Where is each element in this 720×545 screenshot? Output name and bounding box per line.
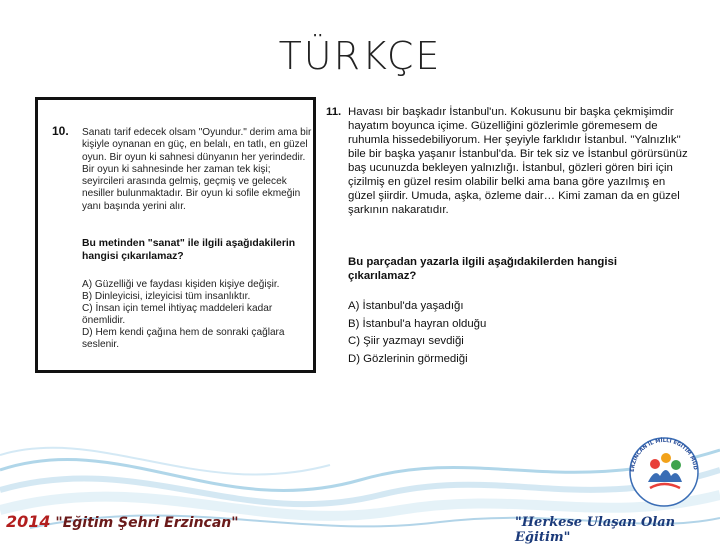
question-10-passage: Sanatı tarif edecek olsam "Oyundur." derim ama bir kişiyle oynanan en güç, en belalı, en tatlı, en güzel oyun. Bir oyun ki sahnesi dünyanın her yerindedir. Bir oyun ki sahnesinde her zaman tek kişi; seyircileri arasında gelmiş, geçmiş ve gelecek nesiller bulunmaktadır. Bir oyun ki sofile ekmeğin yanı başında yerini alır. (82, 127, 312, 212)
question-11-passage: Havası bir başkadır İstanbul'un. Kokusunu bir başka çekmişimdir hayatım boyunca içime. Güzelliğini gözlerimle göremesem de ruhumla hissedebiliyorum. Her şeyiyle farklıdır İstanbul. "Yalnızlık" bile bir başka yaşanır İstanbul'da. Bir tek siz ve İstanbul görürsünüz baş ucunuzda bekleyen yalnızlığı. İstanbul, gözleri gören biri için çizilmiş en güzel resim olabilir belki ama bana göre yazılmış en güzel şiirdir. Umuda, aşka, özleme dair… Kimi zaman da en güzel şarkının nakaratıdır. (348, 106, 688, 216)
question-11-option-d: D) Gözlerinin görmediği (348, 352, 468, 365)
logo-text: ERZİNCAN İL MİLLİ EĞİTİM MÜD (629, 437, 698, 473)
footer-slogan-right: "Herkese Ulaşan Olan Eğitim" (515, 515, 676, 545)
question-11-option-a: A) İstanbul'da yaşadığı (348, 300, 464, 312)
question-11-prompt: Bu parçadan yazarla ilgili aşağıdakilerden hangisi çıkarılamaz? (348, 256, 618, 282)
question-10-options (82, 279, 316, 351)
footer-slogan-left (6, 512, 239, 531)
question-11-option-c: C) Şiir yazmayı sevdiği (348, 335, 464, 348)
question-10-option-c: C) İnsan için temel ihtiyaç maddeleri kadar önemlidir. (82, 303, 273, 326)
question-10-number: 10. (52, 124, 69, 138)
footer-slogan-left-text: "Eğitim Şehri Erzincan" (55, 515, 239, 531)
question-10-option-b: B) Dinleyicisi, izleyicisi tüm insanlıktır. (82, 291, 251, 302)
logo-emblem-icon (624, 430, 704, 510)
footer-year: 2014 (6, 512, 51, 531)
ministry-logo (624, 430, 704, 515)
question-10-option-d: D) Hem kendi çağına hem de sonraki çağlara seslenir. (82, 327, 285, 350)
question-10-prompt: Bu metinden "sanat" ile ilgili aşağıdakilerin hangisi çıkarılamaz? (82, 238, 296, 262)
question-11-number: 11. (326, 106, 342, 118)
question-10-box (35, 97, 316, 373)
question-11-options (348, 299, 668, 369)
question-10-option-a: A) Güzelliği ve faydası kişiden kişiye değişir. (82, 279, 280, 290)
slide-title: TÜRKÇE (278, 34, 442, 78)
question-11-option-b: B) İstanbul'a hayran olduğu (348, 317, 487, 330)
